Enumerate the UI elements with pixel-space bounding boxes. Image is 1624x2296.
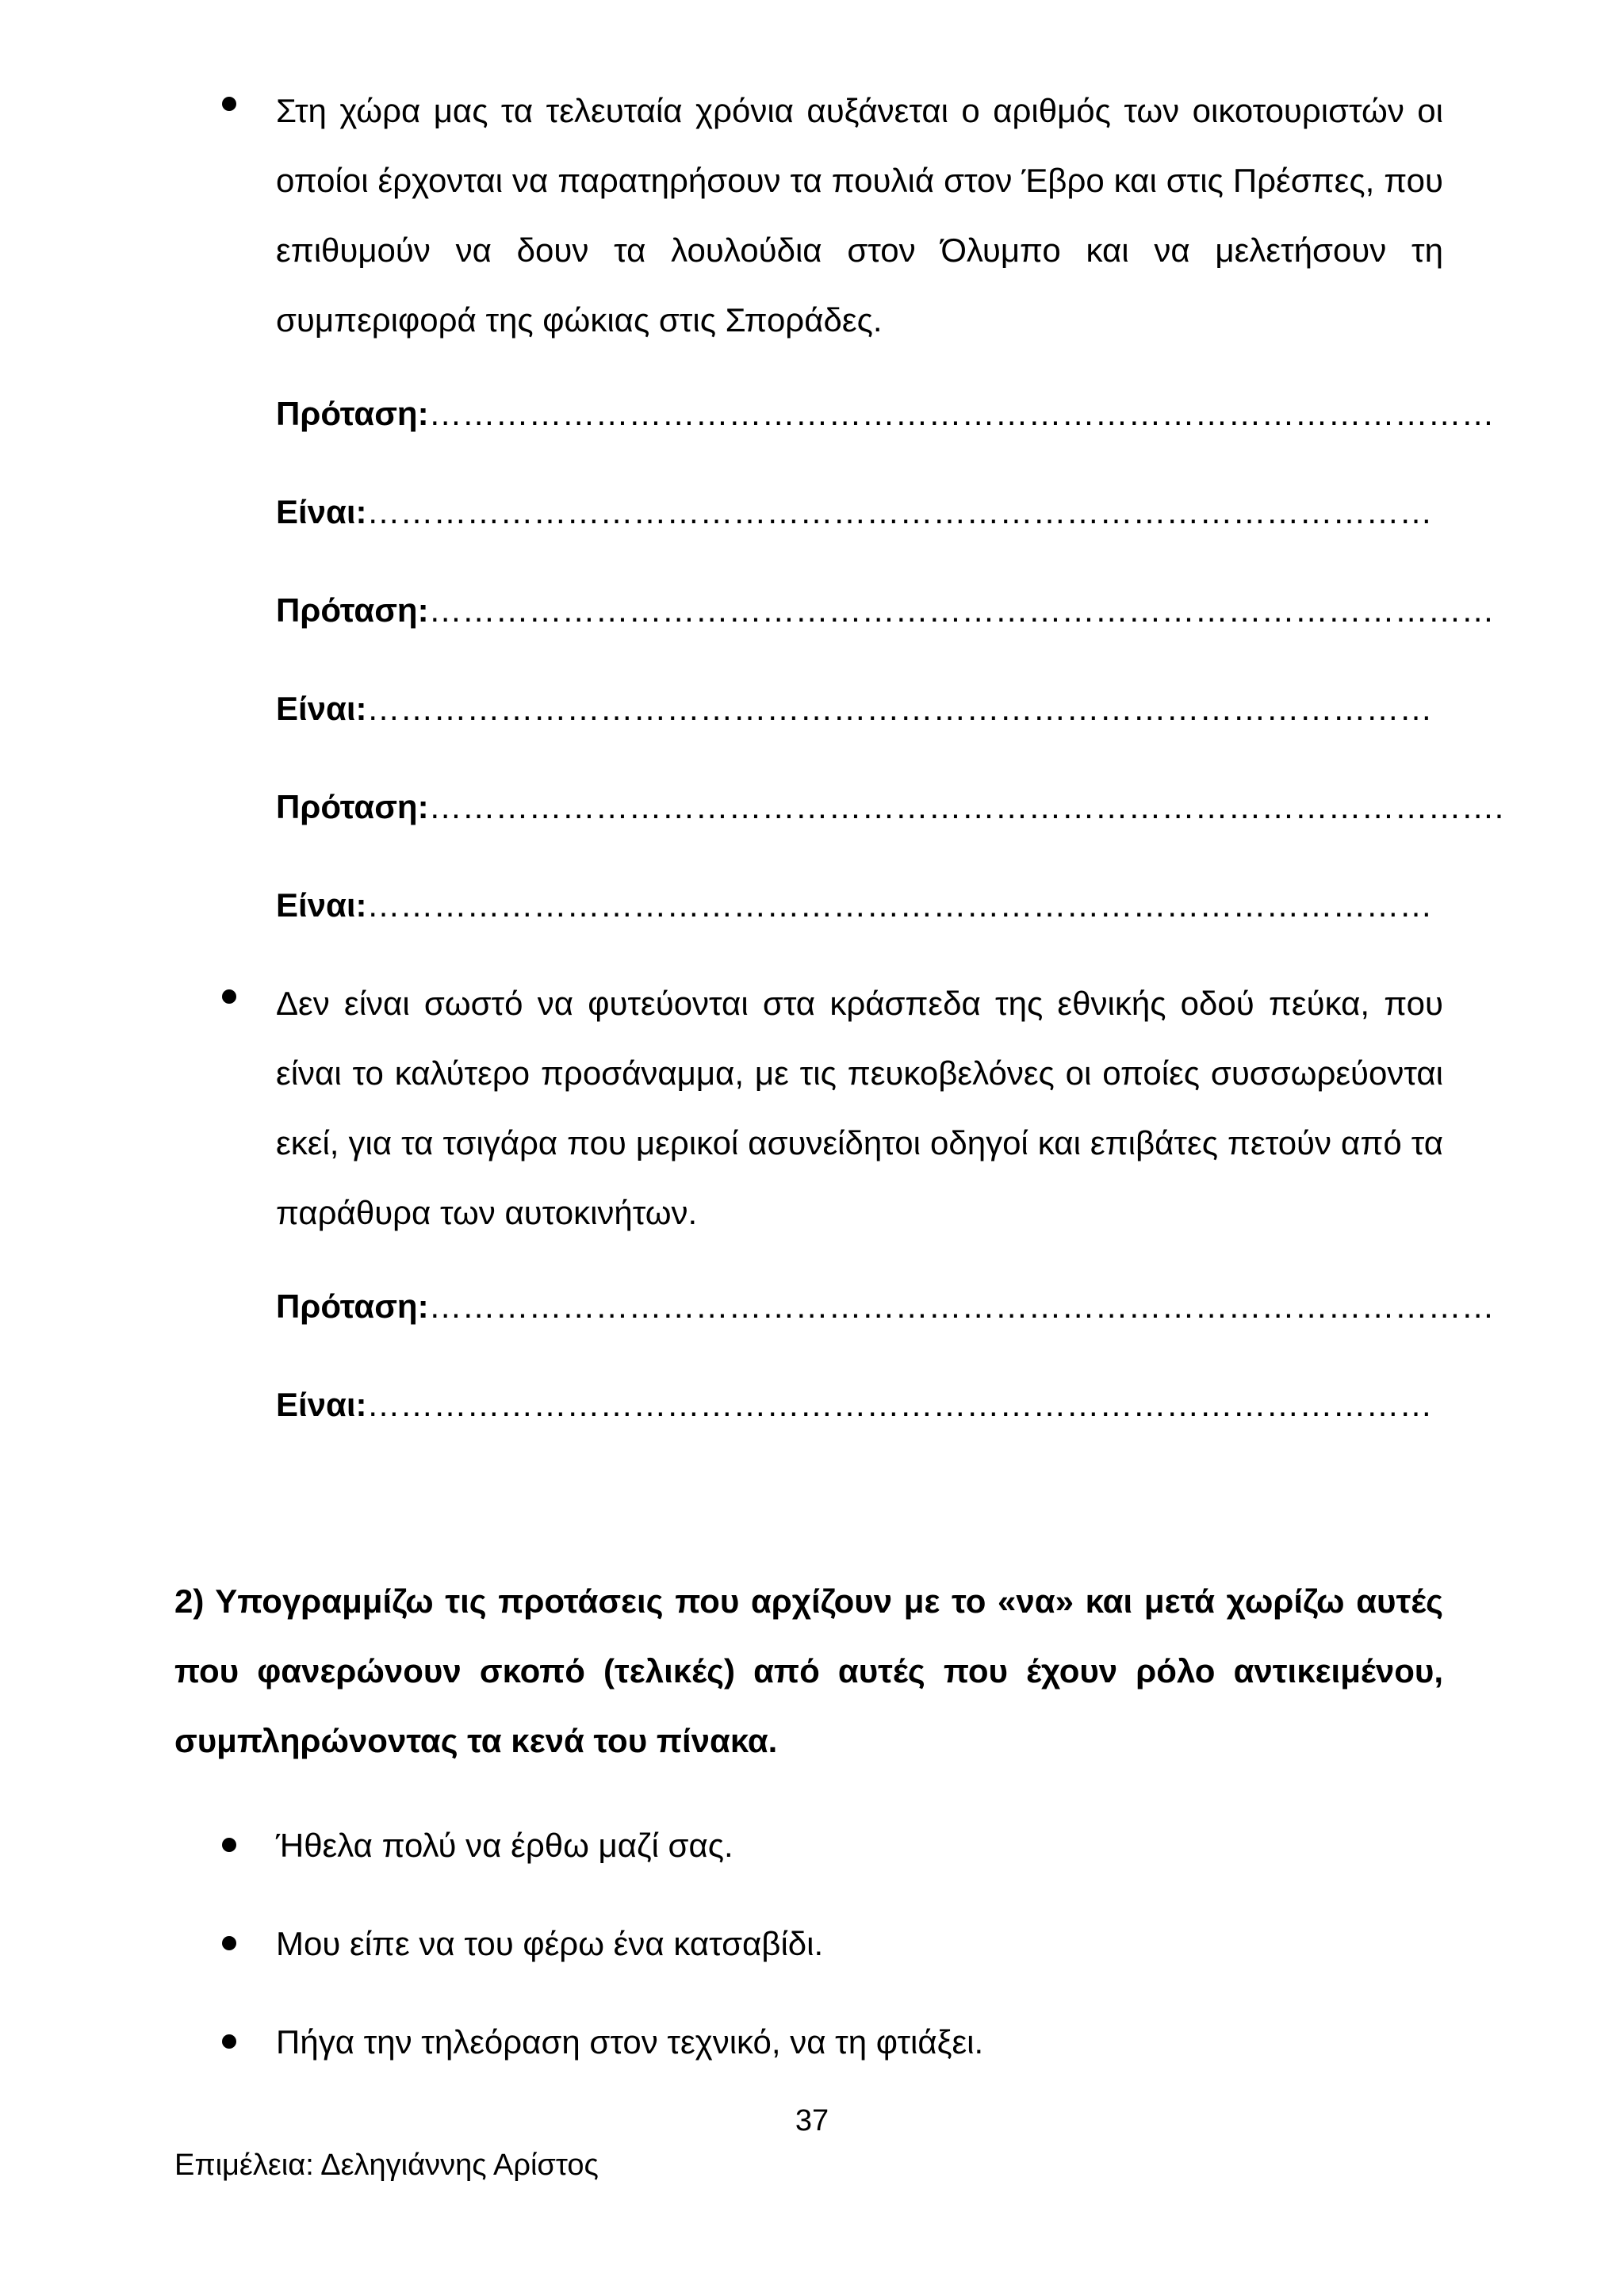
answer-label: Πρόταση: bbox=[276, 591, 429, 629]
answer-blank: ……………………………………………………………………………………. bbox=[428, 788, 1504, 825]
answer-label: Είναι: bbox=[276, 1386, 367, 1423]
bullet-item-2 bbox=[222, 969, 1443, 1248]
exercise-item-3 bbox=[222, 2019, 1443, 2066]
bullet-icon bbox=[222, 989, 236, 1004]
answer-label: Πρόταση: bbox=[276, 395, 429, 432]
answer-blank: …………………………………………………………………………………… bbox=[366, 493, 1433, 530]
bullet-text: Στη χώρα μας τα τελευταία χρόνια αυξάνεται ο αριθμός των οικοτουριστών οι οποίοι έρχονται να παρατηρήσουν τα πουλιά στον Έβρο και στις Πρέσπες, που επιθυμούν να δουν τα λουλούδια στον Όλυμπο και να μελετήσουν τη συμπεριφορά της φώκιας στις Σποράδες. bbox=[276, 92, 1443, 339]
answer-blank: …………………………………………………………………………………… bbox=[366, 1386, 1433, 1423]
answer-label: Είναι: bbox=[276, 886, 367, 924]
exercise-heading: 2) Υπογραμμίζω τις προτάσεις που αρχίζουν με το «να» και μετά χωρίζω αυτές που φανερώνουν σκοπό (τελικές) από αυτές που έχουν ρόλο αντικειμένου, συμπληρώνοντας τα κενά του πίνακα. bbox=[174, 1582, 1443, 1759]
exercise-item-text: Πήγα την τηλεόραση στον τεχνικό, να τη φτιάξει. bbox=[276, 2023, 984, 2061]
answer-blank: …………………………………………………………………………………… bbox=[366, 886, 1433, 924]
answer-label: Είναι: bbox=[276, 690, 367, 727]
bullet-icon bbox=[222, 1838, 236, 1852]
page-number: 37 bbox=[795, 2104, 829, 2137]
answer-blank: …………………………………………………………………………………… bbox=[428, 395, 1495, 432]
bullet-icon bbox=[222, 97, 236, 111]
answer-line bbox=[276, 390, 1495, 438]
answer-line bbox=[276, 783, 1503, 831]
bullet-text: Δεν είναι σωστό να φυτεύονται στα κράσπεδα της εθνικής οδού πεύκα, που είναι το καλύτερο προσάναμμα, με τις πευκοβελόνες οι οποίες συσσωρεύονται εκεί, για τα τσιγάρα που μερικοί ασυνείδητοι οδηγοί και επιβάτες πετούν από τα παράθυρα των αυτοκινήτων. bbox=[276, 985, 1443, 1231]
answer-label: Είναι: bbox=[276, 493, 367, 530]
answer-blank: …………………………………………………………………………………… bbox=[366, 690, 1433, 727]
bullet-icon bbox=[222, 1936, 236, 1950]
answer-line bbox=[276, 1381, 1433, 1429]
exercise-item-2 bbox=[222, 1920, 1443, 1968]
answer-line bbox=[276, 488, 1433, 536]
exercise-item-text: Μου είπε να του φέρω ένα κατσαβίδι. bbox=[276, 1925, 824, 1962]
answer-line bbox=[276, 1283, 1495, 1330]
exercise-item-text: Ήθελα πολύ να έρθω μαζί σας. bbox=[276, 1827, 733, 1864]
answer-label: Πρόταση: bbox=[276, 788, 429, 825]
answer-line bbox=[276, 685, 1433, 733]
answer-line bbox=[276, 882, 1433, 929]
answer-blank: …………………………………………………………………………………… bbox=[428, 1288, 1495, 1325]
exercise-item-1 bbox=[222, 1822, 1443, 1869]
answer-label: Πρόταση: bbox=[276, 1288, 429, 1325]
answer-blank: …………………………………………………………………………………… bbox=[428, 591, 1495, 629]
bullet-item-1 bbox=[222, 76, 1443, 355]
bullet-icon bbox=[222, 2034, 236, 2049]
footer-credit: Επιμέλεια: Δεληγιάννης Αρίστος bbox=[174, 2149, 599, 2182]
answer-line bbox=[276, 587, 1495, 634]
